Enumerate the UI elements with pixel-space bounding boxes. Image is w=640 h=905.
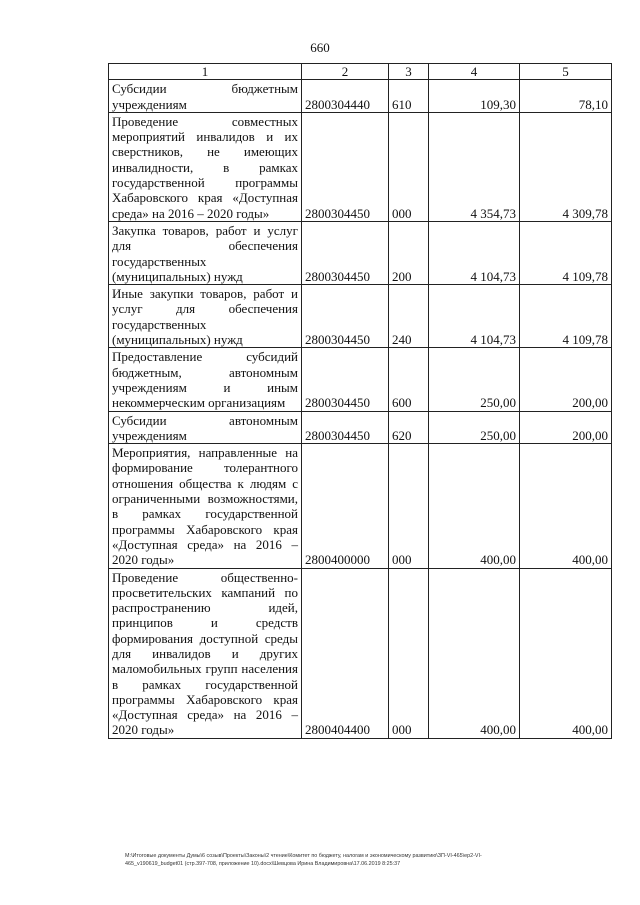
row-code: 2800304450 [302,112,389,221]
table-row [109,80,612,113]
row-sum-2: 200,00 [520,411,612,444]
table-row [109,221,612,284]
row-expense-type: 000 [389,112,429,221]
row-code: 2800304450 [302,348,389,411]
budget-table [108,63,612,739]
row-expense-type: 600 [389,348,429,411]
row-sum-1: 250,00 [429,411,520,444]
row-sum-2: 4 109,78 [520,285,612,348]
table-row [109,112,612,221]
file-path-footer [125,852,620,868]
row-sum-1: 4 104,73 [429,221,520,284]
table-row [109,348,612,411]
row-code: 2800304450 [302,221,389,284]
table-row [109,444,612,568]
row-sum-2: 4 309,78 [520,112,612,221]
table-row [109,568,612,738]
column-header-type: 3 [389,64,429,80]
row-name: Проведение общественно-просветительских кампаний по распространению идей, принципов и средств формирования доступной среды для инвалидов и других маломобильных групп населения в рамках государственной программы Хабаровского края «Доступная среда» на 2016 – 2020 годы» [109,568,302,738]
row-code: 2800400000 [302,444,389,568]
column-header-name: 1 [109,64,302,80]
footer-line-2: 465_v190619_budget01 (стр.397-708, приложение 10).docx\Шевцова Ирина Владимировна\17.06.2019 8:25:37 [125,861,401,867]
row-sum-2: 200,00 [520,348,612,411]
page-number: 660 [310,40,330,55]
row-name: Предоставление субсидий бюджетным, автономным учреждениям и иным некоммерческим организациям [109,348,302,411]
row-sum-1: 109,30 [429,80,520,113]
table-row [109,285,612,348]
row-expense-type: 200 [389,221,429,284]
row-expense-type: 000 [389,444,429,568]
row-sum-2: 4 109,78 [520,221,612,284]
row-code: 2800404400 [302,568,389,738]
column-header-sum-1: 4 [429,64,520,80]
table-row [109,411,612,444]
row-code: 2800304440 [302,80,389,113]
row-sum-1: 250,00 [429,348,520,411]
column-header-sum-2: 5 [520,64,612,80]
row-sum-1: 4 104,73 [429,285,520,348]
row-code: 2800304450 [302,411,389,444]
row-name: Субсидии автономным учреждениям [109,411,302,444]
column-header-code: 2 [302,64,389,80]
row-expense-type: 620 [389,411,429,444]
row-sum-1: 400,00 [429,568,520,738]
row-sum-2: 78,10 [520,80,612,113]
row-sum-2: 400,00 [520,568,612,738]
header-row [109,64,612,80]
row-sum-1: 4 354,73 [429,112,520,221]
row-name: Проведение совместных мероприятий инвалидов и их сверстников, не имеющих инвалидности, в рамках государственной программы Хабаровского края «Доступная среда» на 2016 – 2020 годы» [109,112,302,221]
footer-line-1: M:\Итоговые документы Думы\6 созыв\Проекты\Законы\2 чтение\Комитет по бюджету, налогам и экономическому развитию\ЗП-VI-465\ep2-VI- [125,853,482,859]
row-name: Субсидии бюджетным учреждениям [109,80,302,113]
row-sum-2: 400,00 [520,444,612,568]
row-name: Мероприятия, направленные на формирование толерантного отношения общества к людям с ограниченными возможностями, в рамках государственной программы Хабаровского края «Доступная среда» на 2016 – 2020 годы» [109,444,302,568]
row-name: Закупка товаров, работ и услуг для обеспечения государственных (муниципальных) нужд [109,221,302,284]
row-code: 2800304450 [302,285,389,348]
row-expense-type: 000 [389,568,429,738]
row-expense-type: 240 [389,285,429,348]
row-name: Иные закупки товаров, работ и услуг для обеспечения государственных (муниципальных) нужд [109,285,302,348]
row-sum-1: 400,00 [429,444,520,568]
row-expense-type: 610 [389,80,429,113]
